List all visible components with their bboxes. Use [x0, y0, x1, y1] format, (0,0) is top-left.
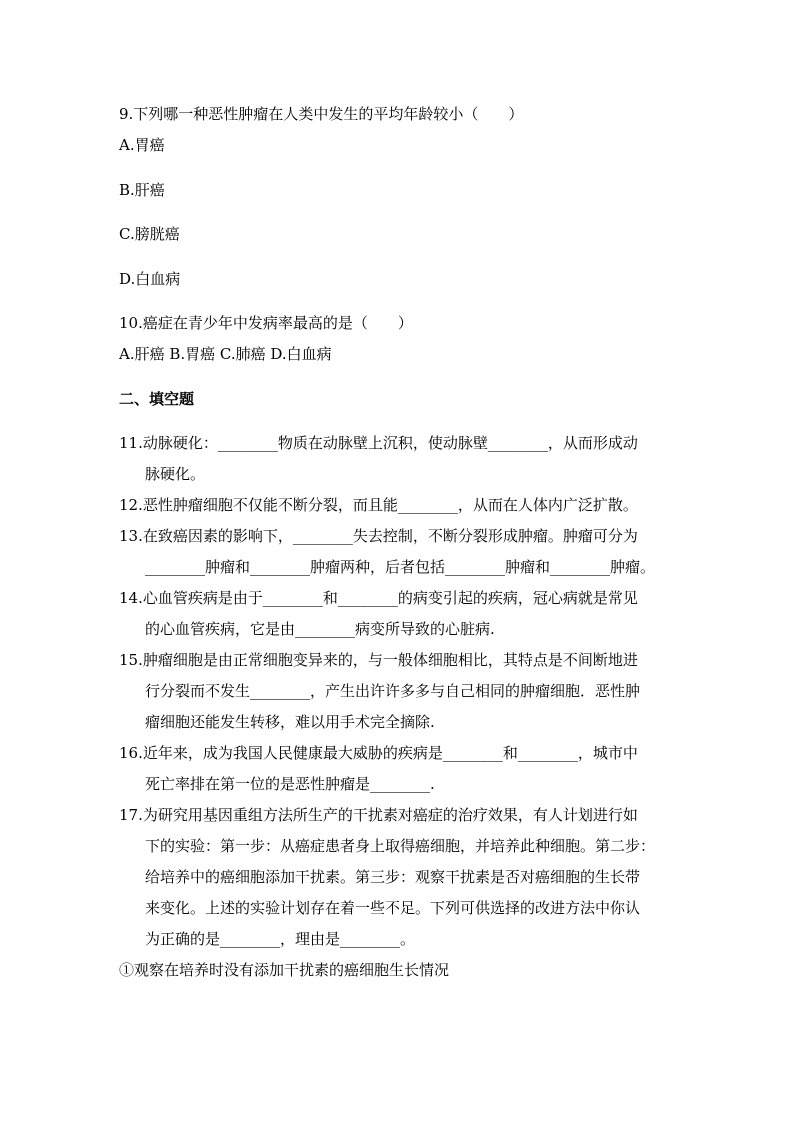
question-15-line-3: 瘤细胞还能发生转移，难以用手术完全摘除.: [145, 713, 435, 731]
question-17-line-1: 17.为研究用基因重组方法所生产的干扰素对癌症的治疗效果，有人计划进行如: [119, 806, 638, 824]
question-13-line-1: 13.在致癌因素的影响下，________失去控制，不断分裂形成肿瘤。肿瘤可分为: [119, 527, 638, 545]
question-17-line-3: 给培养中的癌细胞添加干扰素。第三步：观察干扰素是否对癌细胞的生长带: [145, 868, 641, 886]
question-17-option-1: ①观察在培养时没有添加干扰素的癌细胞生长情况: [119, 961, 450, 979]
question-9-option-d: D.白血病: [119, 270, 181, 288]
question-12-line-1: 12.恶性肿瘤细胞不仅能不断分裂，而且能________，从而在人体内广泛扩散。: [119, 496, 638, 514]
question-9-option-a: A.胃癌: [119, 136, 165, 154]
question-17-line-5: 为正确的是________，理由是________。: [145, 930, 416, 948]
question-13-line-2: ________肿瘤和________肿瘤两种，后者包括________肿瘤和________肿瘤。: [145, 558, 656, 576]
question-9-stem: 9.下列哪一种恶性肿瘤在人类中发生的平均年龄较小（ ）: [119, 105, 524, 123]
question-11-line-1: 11.动脉硬化：________物质在动脉壁上沉积，使动脉壁________，从而形成动: [119, 434, 638, 452]
question-16-line-2: 死亡率排在第一位的是恶性肿瘤是________.: [145, 775, 435, 793]
question-11-line-2: 脉硬化。: [145, 465, 206, 483]
question-17-line-4: 来变化。上述的实验计划存在着一些不足。下列可供选择的改进方法中你认: [145, 899, 641, 917]
question-15-line-1: 15.肿瘤细胞是由正常细胞变异来的，与一般体细胞相比，其特点是不间断地进: [119, 651, 638, 669]
question-16-line-1: 16.近年来，成为我国人民健康最大威胁的疾病是________和________，城市中: [119, 744, 638, 762]
question-17-line-2: 下的实验：第一步：从癌症患者身上取得癌细胞，并培养此种细胞。第二步：: [145, 837, 656, 855]
question-10-stem: 10.癌症在青少年中发病率最高的是（ ）: [119, 314, 413, 332]
question-14-line-1: 14.心血管疾病是由于________和________的病变引起的疾病，冠心病就是常见: [119, 589, 638, 607]
question-9-option-b: B.肝癌: [119, 181, 165, 199]
question-14-line-2: 的心血管疾病，它是由________病变所导致的心脏病.: [145, 620, 495, 638]
question-9-option-c: C.膀胱癌: [119, 225, 180, 243]
question-10-options: A.肝癌 B.胃癌 C.肺癌 D.白血病: [119, 345, 332, 363]
question-15-line-2: 行分裂而不发生________，产生出许许多多与自己相同的肿瘤细胞．恶性肿: [145, 682, 641, 700]
section-heading-fill-in: 二、填空题: [119, 390, 195, 408]
